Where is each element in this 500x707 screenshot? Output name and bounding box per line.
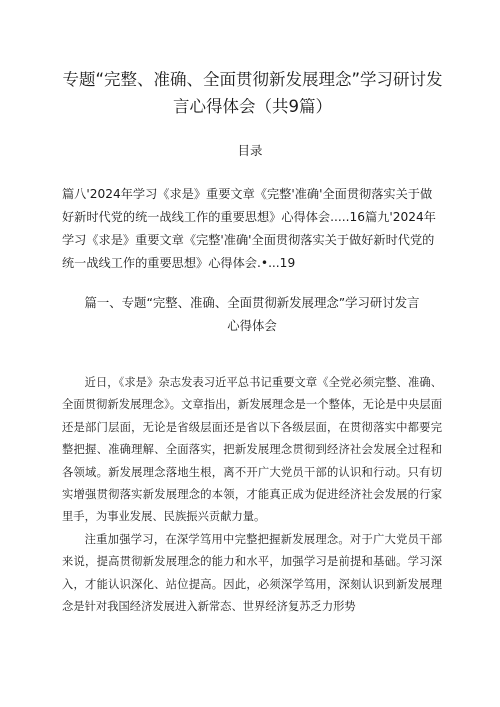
body-paragraph: 注重加强学习，在深学笃用中完整把握新发展理念。对于广大党员干部来说，提高贯彻新发展理念的能力和水平，加强学习是前提和基础。学习深入，才能认识深化、站位提高。因此，必须深学笃用，深刻认识到新发展理念是针对我国经济发展进入新常态、世界经济复苏乏力形势 [62,532,442,614]
body-text [62,372,442,618]
section-title: 篇一、专题“完整、准确、全面贯彻新发展理念”学习研讨发言心得体会 [84,295,420,333]
body-paragraph: 近日，《求是》杂志发表习近平总书记重要文章《全党必须完整、准确、全面贯彻新发展理念》。文章指出，新发展理念是一个整体，无论是中央层面还是部门层面，无论是省级层面还是省以下各级层面，在贯彻落实中都要完整把握、准确理解、全面落实，把新发展理念贯彻到经济社会发展全过程和各领域。新发展理念落地生根，离不开广大党员干部的认识和行动。只有切实增强贯彻落实新发展理念的本领，才能真正成为促进经济社会发展的行家里手，为事业发展、民族振兴贡献力量。 [62,376,442,524]
toc-heading: 目录 [237,143,263,158]
document-title: 专题“完整、准确、全面贯彻新发展理念”学习研讨发言心得体会（共9篇） [62,70,443,116]
toc-entries: 篇八'2024年学习《求是》重要文章《完整'准确'全面贯彻落实关于做好新时代党的统一战线工作的重要思想》心得体会.....16篇九'2024年学习《求是》重要文章《完整'准确'全面贯彻落实关于做好新时代党的统一战线工作的重要思想》心得体会.•...19 [62,187,436,270]
